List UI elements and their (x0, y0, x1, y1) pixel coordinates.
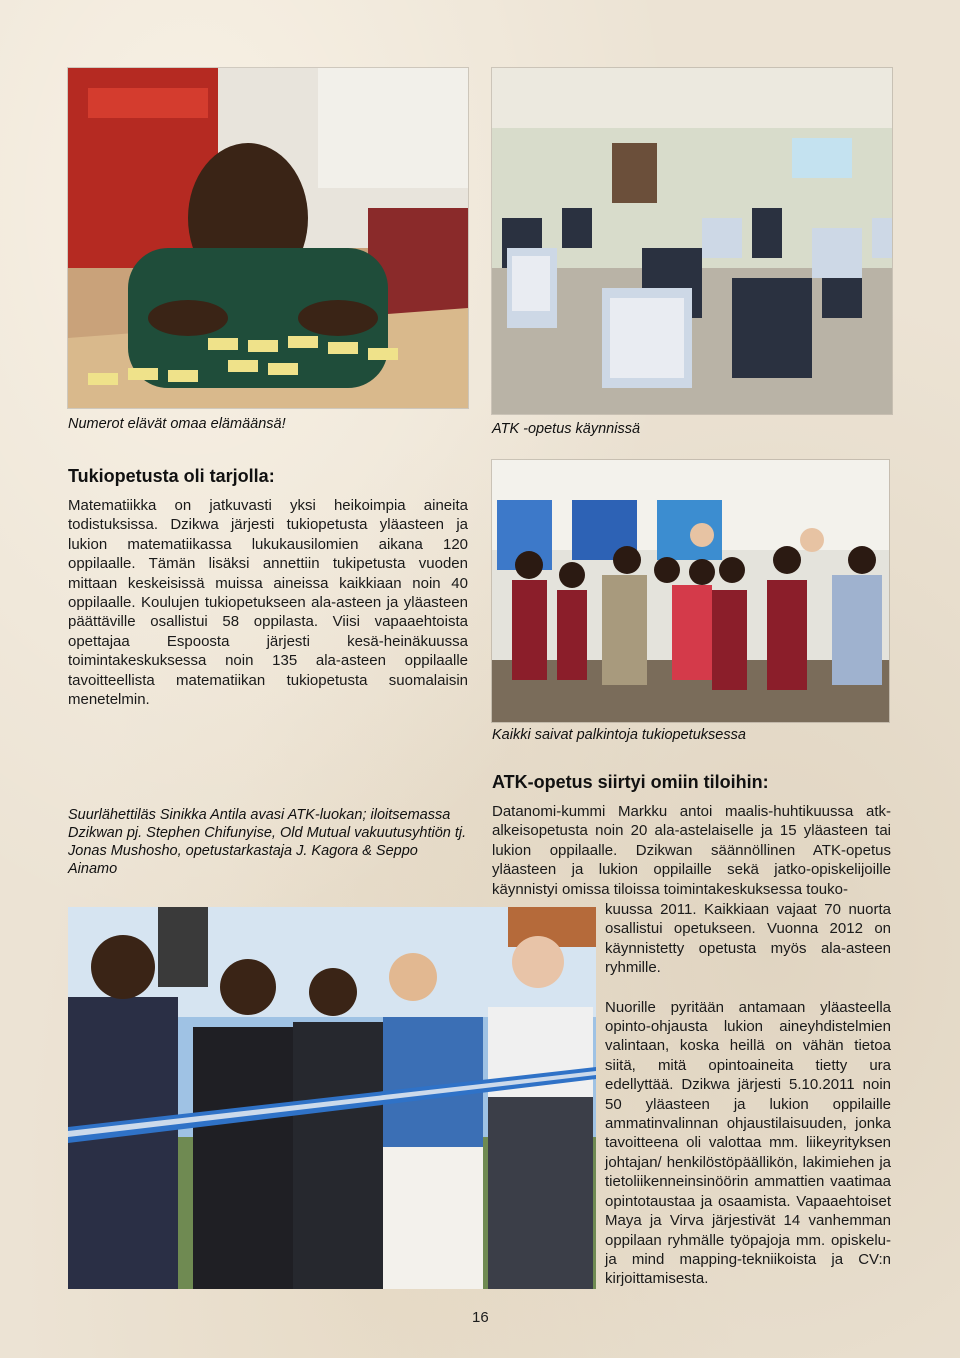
section2-paragraph2: Nuorille pyritään antamaan yläasteella opinto-ohjausta lukion aineyhdistelmien valintaan, koska heillä on vähän tietoa siitä, mitä opintoaineita tietty ura edellyttää. Dzikwa järjesti 5.10.2011 noin 50 yläasteen ja lukion oppilaille ammatinvalinnan ohjaustilaisuuden, jonka tavoitteena oli valottaa mm. liikeyrityksen johtajan/ henkilöstöpäällikön, lakimiehen ja tietoliikenneinsinöörin ammattien vaatimaa opintotaustaa ja osaamista. Vapaaehtoiset Maya ja Virva järjestivät 14 vanhemman oppilaan ryhmälle työpajoja mm. opiskelu- ja mind mapping-tekniikoista ja CV:n kirjoittamisesta. (605, 998, 891, 1288)
section2-heading: ATK-opetus siirtyi omiin tiloihin: (492, 772, 769, 792)
section1-body (68, 496, 468, 709)
photo4-caption: Suurlähettiläs Sinikka Antila avasi ATK-luokan; iloitsemassa Dzikwan pj. Stephen Chifunyise, Old Mutual vakuutusyhtiön tj. Jonas Mushosho, opetustarkastaja J. Kagora & Seppo Ainamo (68, 807, 467, 877)
page-number: 16 (472, 1309, 489, 1326)
section1-heading: Tukiopetusta oli tarjolla: (68, 466, 275, 486)
photo-child-number-tiles (68, 68, 468, 408)
photo-computer-class (492, 68, 892, 414)
section2-paragraph1-narrow: kuussa 2011. Kaikkiaan vajaat 70 nuorta osallistui opetukseen. Vuonna 2012 on käynnistetty opetusta myös ala-asteen ryhmille. (605, 901, 891, 977)
photo-students-prizes (492, 460, 889, 722)
photo-ribbon-cutting (68, 907, 596, 1289)
photo2-caption: ATK -opetus käynnissä (492, 421, 641, 437)
section1-paragraph: Matematiikka on jatkuvasti yksi heikoimpia aineita todistuksissa. Dzikwa järjesti tukiopetusta yläasteen ja lukion matematiikassa lukukausilomien aikana 120 oppilaalle. Tämän lisäksi annettiin tukipetusta vuoden mittaan keskeisissä muissa aineissa kaikkiaan noin 40 oppilaalle. Koulujen tukiopetukseen ala-asteen ja yläasteen päättäville osallistui 58 oppilasta. Viisi vapaaehtoista opettajaa Espoosta järjesti kesä-heinäkuussa toimintakeskuksessa noin 135 ala-asteen oppilaalle tavoitteellista matematiikan tukiopetusta suomalaisin menetelmin. (68, 497, 468, 709)
photo3-caption: Kaikki saivat palkintoja tukiopetuksessa (492, 727, 746, 743)
section2-paragraph1-wide: Datanomi-kummi Markku antoi maalis-huhtikuussa atk-alkeisopetusta noin 20 ala-astelaiselle ja 15 yläasteen tai lukion oppilaalle. Dzikwan säännöllinen ATK-opetus yläasteen ja lukion oppilaille sekä jatko-opiskelijoille käynnistyi omissa tiloissa toimintakeskuksessa touko- (492, 803, 891, 898)
photo1-caption: Numerot elävät omaa elämäänsä! (68, 416, 286, 432)
section2-body-wide (492, 802, 891, 899)
section2-body-narrow (605, 900, 891, 1289)
